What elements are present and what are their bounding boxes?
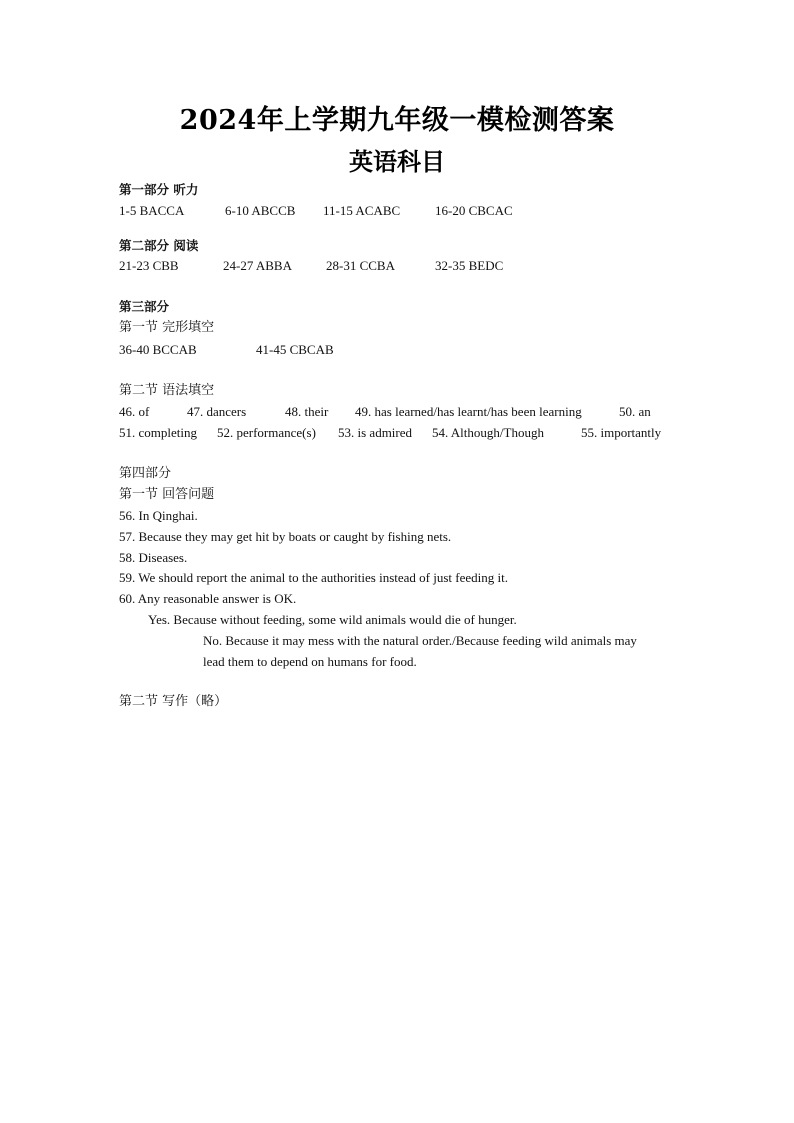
page-title: 2024年上学期九年级一模检测答案	[179, 105, 615, 136]
answer-57: 57. Because they may get hit by boats or caught by fishing nets.	[119, 529, 452, 544]
answer-group: 32-35 BEDC	[435, 258, 504, 273]
answer-item: 49. has learned/has learnt/has been learning	[355, 404, 582, 419]
answer-group: 28-31 CCBA	[326, 258, 395, 273]
answer-item: 46. of	[119, 404, 150, 419]
answer-group: 41-45 CBCAB	[256, 342, 334, 357]
answer-item: 52. performance(s)	[217, 425, 316, 440]
answer-item: 47. dancers	[187, 404, 247, 419]
answer-group: 6-10 ABCCB	[225, 203, 296, 218]
answer-group: 11-15 ACABC	[323, 203, 401, 218]
answer-item: 55. importantly	[581, 425, 662, 440]
answer-group: 16-20 CBCAC	[435, 203, 513, 218]
page-subtitle: 英语科目	[349, 147, 445, 176]
answer-item: 51. completing	[119, 425, 197, 440]
answer-group: 24-27 ABBA	[223, 258, 292, 273]
answer-60: 60. Any reasonable answer is OK.	[119, 591, 297, 606]
part2-heading: 第二部分 阅读	[119, 238, 199, 253]
answer-59: 59. We should report the animal to the authorities instead of just feeding it.	[119, 570, 508, 585]
answer-60-no-line2: lead them to depend on humans for food.	[203, 654, 417, 669]
part1-heading: 第一部分 听力	[119, 182, 199, 197]
answer-56: 56. In Qinghai.	[119, 508, 198, 523]
answer-group: 36-40 BCCAB	[119, 342, 197, 357]
part4-heading: 第四部分	[119, 466, 172, 481]
answer-60-yes: Yes. Because without feeding, some wild animals would die of hunger.	[148, 612, 517, 627]
part3-section1-heading: 第一节 完形填空	[119, 320, 215, 335]
part4-section1-heading: 第一节 回答问题	[119, 487, 215, 502]
answer-item: 53. is admired	[338, 425, 413, 440]
answer-group: 1-5 BACCA	[119, 203, 185, 218]
answer-58: 58. Diseases.	[119, 550, 188, 565]
answer-60-no-line1: No. Because it may mess with the natural order./Because feeding wild animals may	[203, 633, 637, 648]
part4-section2-heading: 第二节 写作（略）	[119, 694, 228, 709]
answer-item: 54. Although/Though	[432, 425, 544, 440]
answer-group: 21-23 CBB	[119, 258, 179, 273]
part3-section2-heading: 第二节 语法填空	[119, 383, 215, 398]
answer-item: 50. an	[619, 404, 651, 419]
part3-heading: 第三部分	[119, 299, 170, 314]
answer-item: 48. their	[285, 404, 329, 419]
